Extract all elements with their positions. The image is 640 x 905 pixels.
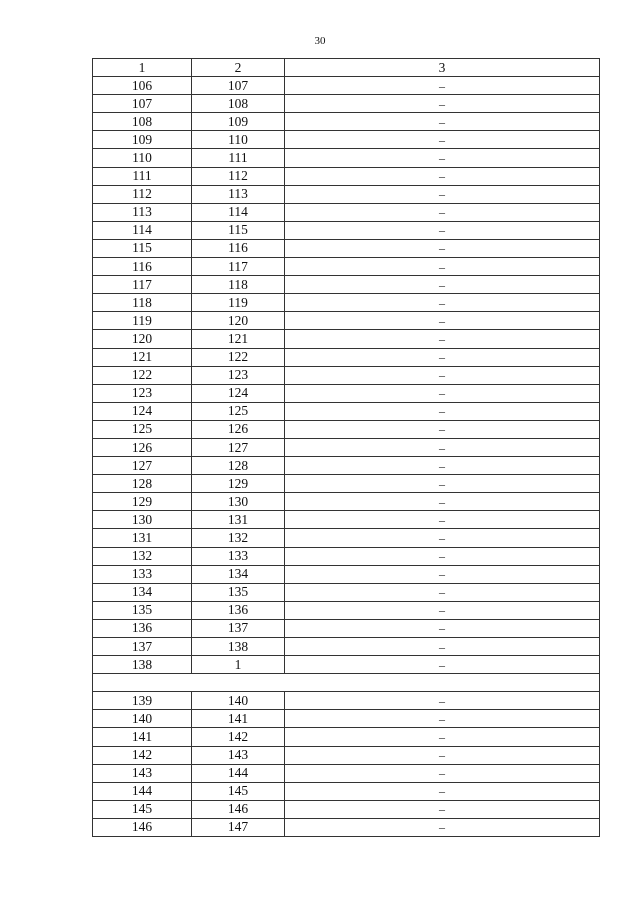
table-row	[93, 601, 600, 619]
table-cell: 134	[192, 565, 285, 583]
table-cell-dash: –	[285, 547, 600, 565]
table-cell: 119	[93, 312, 192, 330]
table-cell: 146	[192, 800, 285, 818]
column-header: 1	[93, 59, 192, 77]
separator-row	[93, 674, 600, 692]
table-cell-dash: –	[285, 420, 600, 438]
table-cell: 114	[93, 221, 192, 239]
table-row	[93, 167, 600, 185]
table-cell-dash: –	[285, 728, 600, 746]
table-cell: 116	[93, 258, 192, 276]
table-cell-dash: –	[285, 185, 600, 203]
table-cell: 112	[192, 167, 285, 185]
separator-cell	[93, 674, 600, 692]
table-cell: 133	[93, 565, 192, 583]
table-row	[93, 330, 600, 348]
table-cell-dash: –	[285, 167, 600, 185]
table-cell: 138	[93, 656, 192, 674]
table-cell-dash: –	[285, 764, 600, 782]
table-cell: 133	[192, 547, 285, 565]
table-cell-dash: –	[285, 511, 600, 529]
table-cell-dash: –	[285, 221, 600, 239]
table-row	[93, 800, 600, 818]
table-row	[93, 583, 600, 601]
table-cell-dash: –	[285, 692, 600, 710]
table-cell: 142	[93, 746, 192, 764]
table-cell: 146	[93, 818, 192, 836]
table-cell: 142	[192, 728, 285, 746]
table-row	[93, 710, 600, 728]
table-cell: 114	[192, 203, 285, 221]
table-row	[93, 457, 600, 475]
table-cell-dash: –	[285, 457, 600, 475]
table-cell: 111	[192, 149, 285, 167]
table-cell: 125	[93, 420, 192, 438]
table-cell: 106	[93, 77, 192, 95]
table-cell: 115	[93, 239, 192, 257]
table-cell: 127	[93, 457, 192, 475]
table-row	[93, 402, 600, 420]
table-cell: 124	[93, 402, 192, 420]
table-cell: 122	[192, 348, 285, 366]
table-cell-dash: –	[285, 475, 600, 493]
table-cell: 132	[192, 529, 285, 547]
table-row	[93, 239, 600, 257]
table-cell: 110	[192, 131, 285, 149]
table-row	[93, 366, 600, 384]
table-cell: 109	[192, 113, 285, 131]
table-cell: 109	[93, 131, 192, 149]
table-cell: 118	[192, 276, 285, 294]
table-cell: 136	[93, 619, 192, 637]
table-cell: 144	[192, 764, 285, 782]
table-cell: 136	[192, 601, 285, 619]
table-cell: 111	[93, 167, 192, 185]
table-cell-dash: –	[285, 746, 600, 764]
table-row	[93, 493, 600, 511]
table-row	[93, 113, 600, 131]
table-cell: 135	[93, 601, 192, 619]
column-header: 3	[285, 59, 600, 77]
table-cell-dash: –	[285, 366, 600, 384]
table-cell: 137	[93, 638, 192, 656]
table-cell: 113	[93, 203, 192, 221]
table-cell: 119	[192, 294, 285, 312]
table-cell-dash: –	[285, 782, 600, 800]
table-cell: 118	[93, 294, 192, 312]
table-cell-dash: –	[285, 149, 600, 167]
table-cell: 143	[93, 764, 192, 782]
table-row	[93, 131, 600, 149]
table-cell: 128	[93, 475, 192, 493]
table-cell: 132	[93, 547, 192, 565]
table-cell: 110	[93, 149, 192, 167]
table-cell: 135	[192, 583, 285, 601]
table-cell: 108	[192, 95, 285, 113]
table-cell: 139	[93, 692, 192, 710]
table-row	[93, 782, 600, 800]
table-cell-dash: –	[285, 710, 600, 728]
table-row	[93, 511, 600, 529]
table-row	[93, 203, 600, 221]
table-cell-dash: –	[285, 348, 600, 366]
table-row	[93, 529, 600, 547]
table-cell: 147	[192, 818, 285, 836]
table-cell-dash: –	[285, 638, 600, 656]
table-cell: 137	[192, 619, 285, 637]
table-cell: 123	[192, 366, 285, 384]
table-cell-dash: –	[285, 276, 600, 294]
table-cell-dash: –	[285, 800, 600, 818]
table-cell: 144	[93, 782, 192, 800]
column-header: 2	[192, 59, 285, 77]
table-cell: 138	[192, 638, 285, 656]
table-cell: 127	[192, 438, 285, 456]
table-row	[93, 95, 600, 113]
table-cell: 134	[93, 583, 192, 601]
table-cell: 120	[93, 330, 192, 348]
table-cell: 141	[192, 710, 285, 728]
table-row	[93, 185, 600, 203]
table-cell: 140	[192, 692, 285, 710]
table-cell-dash: –	[285, 601, 600, 619]
table-cell: 140	[93, 710, 192, 728]
table-cell: 145	[93, 800, 192, 818]
table-cell: 108	[93, 113, 192, 131]
table-cell: 112	[93, 185, 192, 203]
table-cell: 143	[192, 746, 285, 764]
table-row	[93, 348, 600, 366]
table-row	[93, 656, 600, 674]
table-row	[93, 764, 600, 782]
table-cell: 125	[192, 402, 285, 420]
table-row	[93, 728, 600, 746]
table-row	[93, 77, 600, 95]
table-row	[93, 638, 600, 656]
table-cell-dash: –	[285, 95, 600, 113]
table-row	[93, 746, 600, 764]
table-row	[93, 294, 600, 312]
table-cell-dash: –	[285, 330, 600, 348]
table-cell-dash: –	[285, 113, 600, 131]
table-cell-dash: –	[285, 529, 600, 547]
table-row	[93, 619, 600, 637]
table-cell: 117	[93, 276, 192, 294]
table-cell: 113	[192, 185, 285, 203]
table-cell-dash: –	[285, 656, 600, 674]
table-row	[93, 384, 600, 402]
table-cell: 126	[93, 438, 192, 456]
table-cell: 107	[192, 77, 285, 95]
table-cell-dash: –	[285, 131, 600, 149]
table-cell: 145	[192, 782, 285, 800]
table-cell-dash: –	[285, 818, 600, 836]
table-cell: 115	[192, 221, 285, 239]
table-cell: 141	[93, 728, 192, 746]
table-row	[93, 565, 600, 583]
table-cell-dash: –	[285, 384, 600, 402]
table-row	[93, 818, 600, 836]
table-cell: 129	[192, 475, 285, 493]
table-cell: 121	[192, 330, 285, 348]
table-row	[93, 692, 600, 710]
page-number: 30	[314, 35, 326, 47]
table-row	[93, 547, 600, 565]
table-cell-dash: –	[285, 239, 600, 257]
table-cell: 126	[192, 420, 285, 438]
table-body	[93, 59, 600, 837]
table-cell-dash: –	[285, 294, 600, 312]
table-row	[93, 438, 600, 456]
table-cell-dash: –	[285, 438, 600, 456]
table-cell: 128	[192, 457, 285, 475]
table-cell-dash: –	[285, 77, 600, 95]
table-cell-dash: –	[285, 493, 600, 511]
table-cell: 129	[93, 493, 192, 511]
table-row	[93, 149, 600, 167]
table-cell: 131	[192, 511, 285, 529]
table-cell: 107	[93, 95, 192, 113]
table-cell: 123	[93, 384, 192, 402]
table-cell: 121	[93, 348, 192, 366]
table-row	[93, 420, 600, 438]
table-cell: 116	[192, 239, 285, 257]
table-row	[93, 312, 600, 330]
table-cell-dash: –	[285, 402, 600, 420]
table-cell: 120	[192, 312, 285, 330]
table-row	[93, 276, 600, 294]
table-cell: 117	[192, 258, 285, 276]
table-cell-dash: –	[285, 619, 600, 637]
table-cell: 122	[93, 366, 192, 384]
table-cell-dash: –	[285, 312, 600, 330]
table-row	[93, 475, 600, 493]
table-cell: 1	[192, 656, 285, 674]
table-cell: 124	[192, 384, 285, 402]
table-cell-dash: –	[285, 583, 600, 601]
table-cell: 131	[93, 529, 192, 547]
table-cell: 130	[93, 511, 192, 529]
table-cell: 130	[192, 493, 285, 511]
table-row	[93, 221, 600, 239]
data-table	[92, 58, 600, 837]
table-cell-dash: –	[285, 203, 600, 221]
table-row	[93, 258, 600, 276]
table-cell-dash: –	[285, 258, 600, 276]
table-cell-dash: –	[285, 565, 600, 583]
header-row	[93, 59, 600, 77]
